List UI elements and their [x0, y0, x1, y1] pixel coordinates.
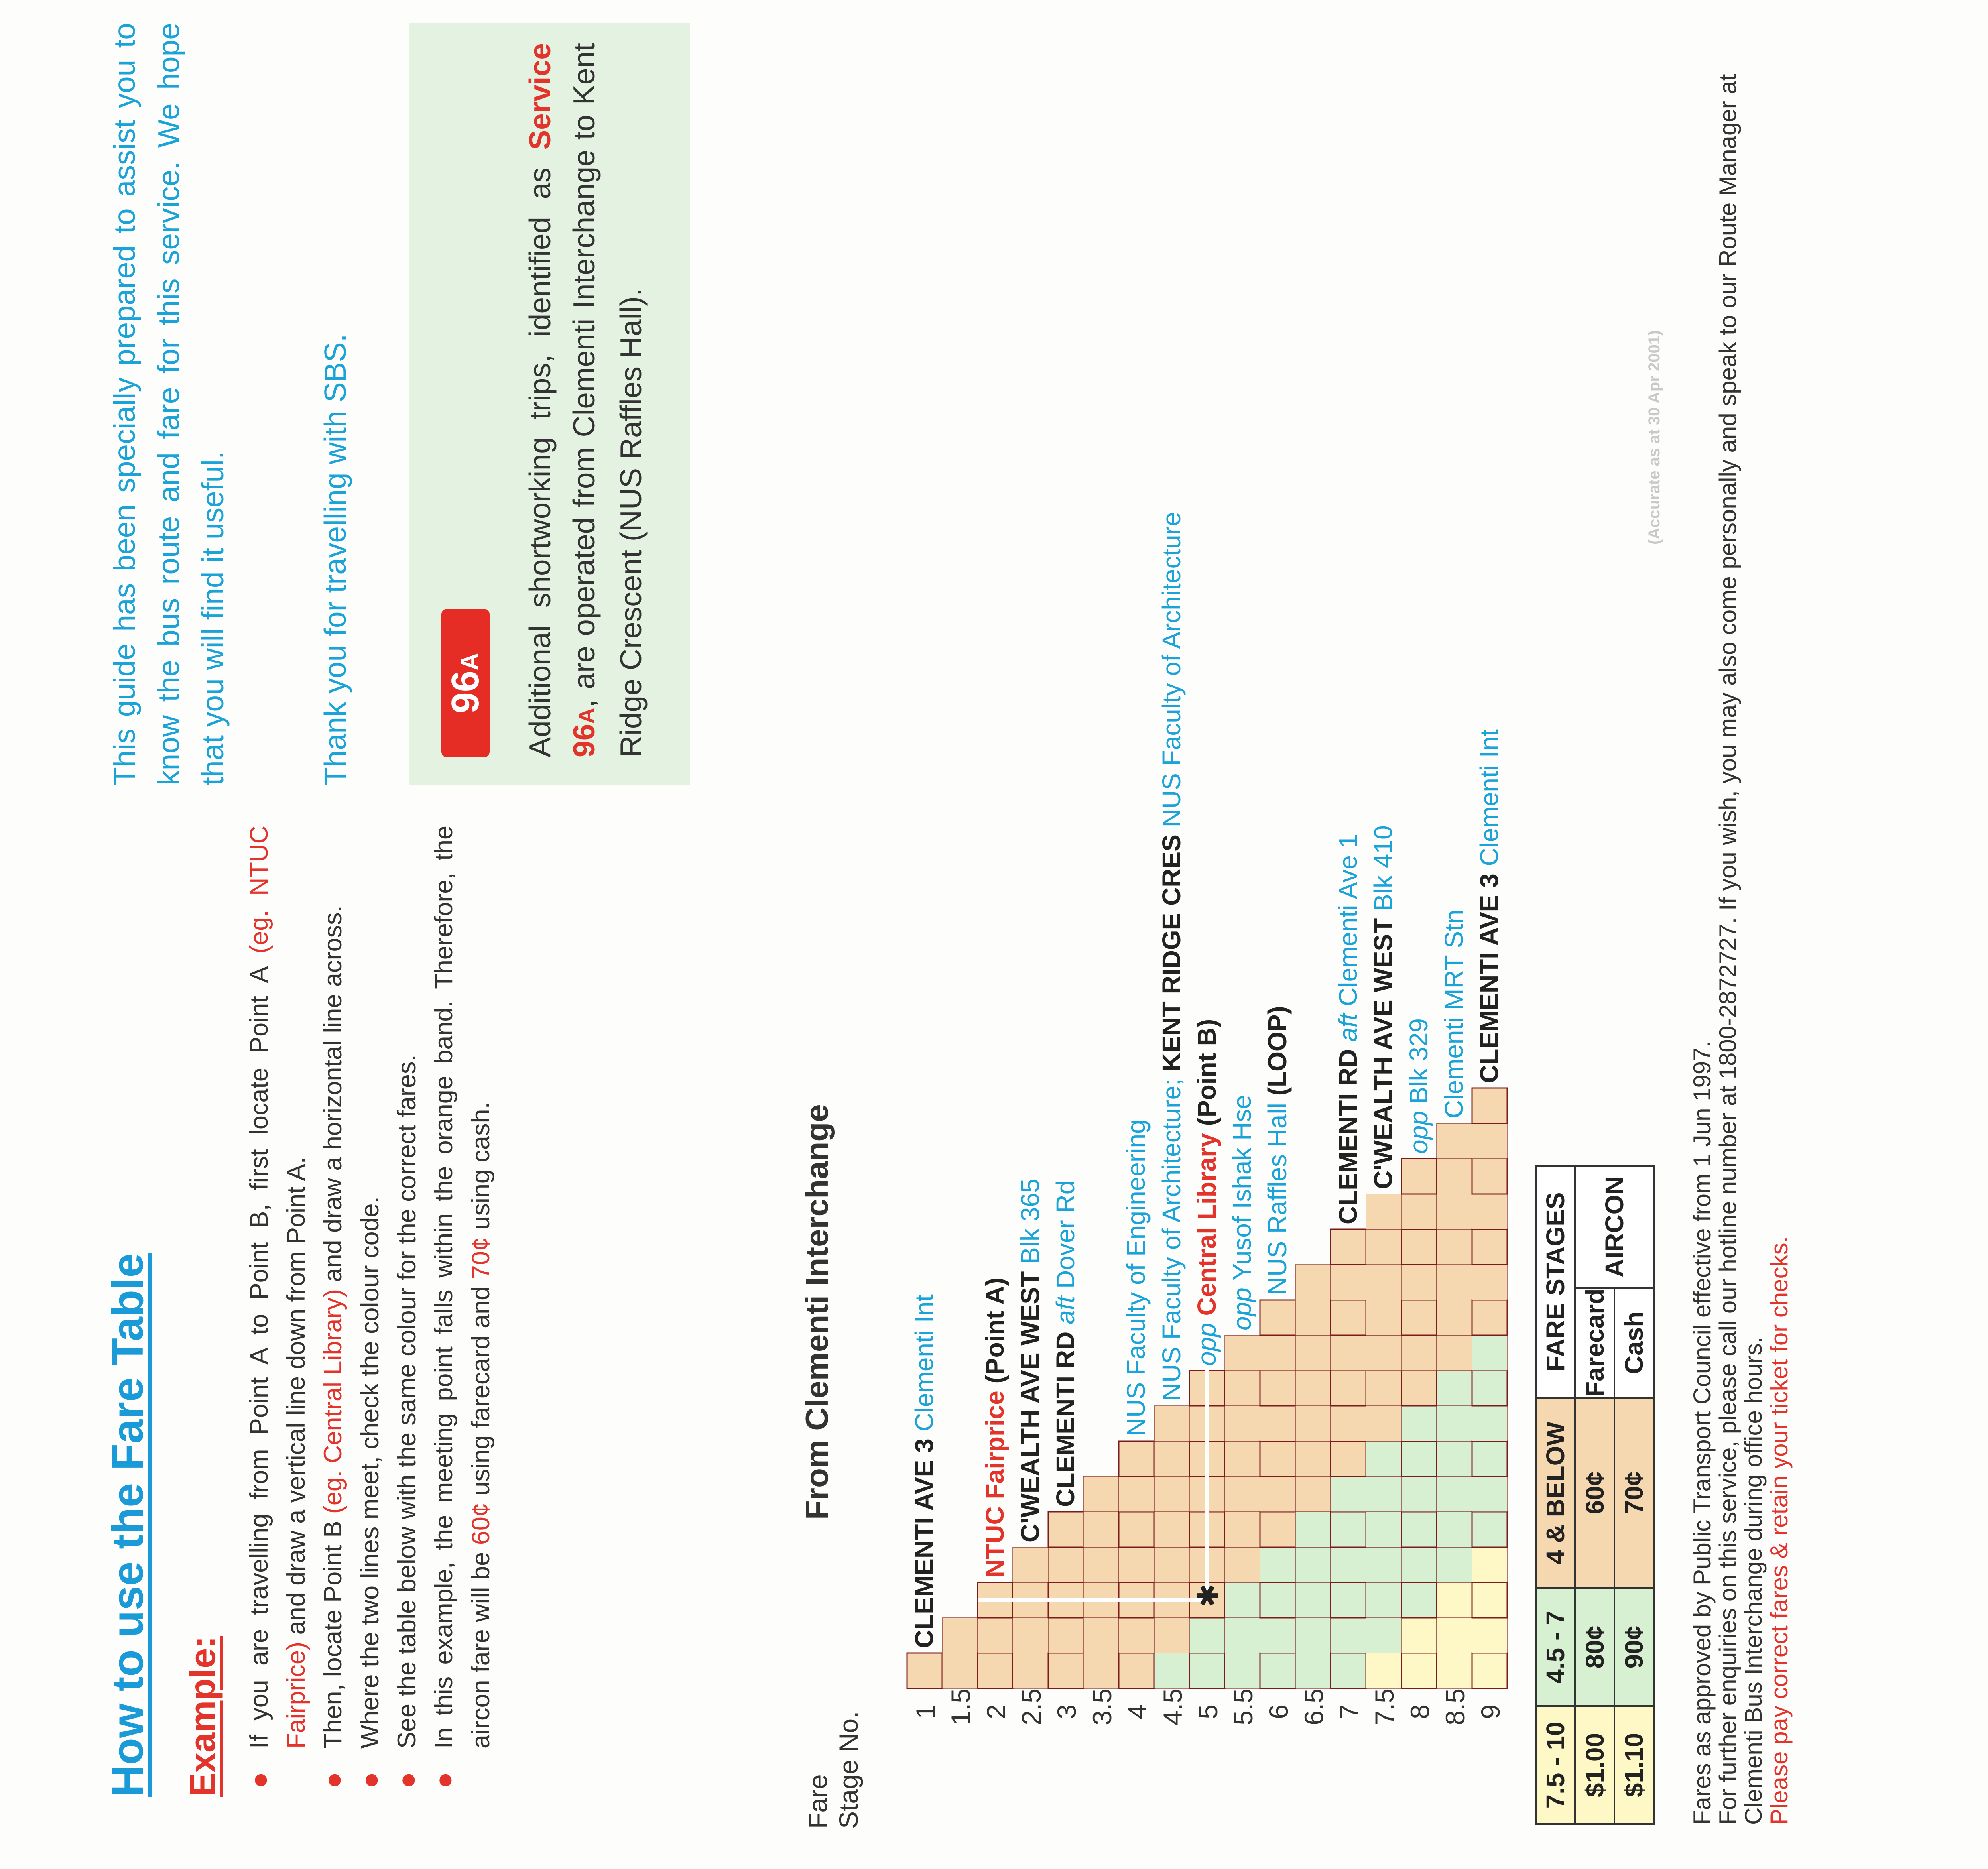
fare-cell [1331, 1335, 1366, 1371]
farecard-low: 60¢ [1575, 1398, 1614, 1588]
bus-stop-label: NUS Raffles Hall (LOOP) [1263, 1006, 1292, 1295]
bus-stop-label: opp Central Library (Point B) [1192, 1019, 1221, 1366]
stage-number: 2 [981, 1704, 1011, 1719]
fare-cell [1366, 1335, 1401, 1371]
fare-cell [1154, 1512, 1189, 1547]
fare-stages-header: FARE STAGES [1536, 1166, 1575, 1398]
fare-cell [1366, 1512, 1401, 1547]
fare-cell [1154, 1618, 1189, 1653]
fare-cell [1225, 1441, 1260, 1476]
fare-cell [1331, 1441, 1366, 1476]
fare-cell [942, 1618, 978, 1653]
fare-cell [978, 1653, 1013, 1688]
fare-cell [1472, 1441, 1507, 1476]
cash-low: 70¢ [1614, 1398, 1654, 1588]
fare-cell [1437, 1300, 1472, 1335]
fare-cell [1437, 1476, 1472, 1512]
stage-number: 7.5 [1370, 1688, 1399, 1725]
fare-cell [1331, 1265, 1366, 1300]
fare-cell [1048, 1618, 1083, 1653]
fare-cell [1295, 1547, 1331, 1582]
fare-cell [1225, 1476, 1260, 1512]
correct-fare-note: Please pay correct fares & retain your ticket for checks. [1766, 1236, 1793, 1825]
thanks-text: Thank you for travelling with SBS. [318, 334, 352, 785]
step-item: ● If you are travelling from Point A to Point B, first locate Point A (eg. NTUC Fairprice) and draw a vertical line down from Point A. [241, 826, 315, 1797]
fare-cell [1401, 1300, 1437, 1335]
fare-cell [1472, 1300, 1507, 1335]
fare-cell [1366, 1618, 1401, 1653]
bullet-icon: ● [317, 1771, 349, 1789]
step-item: ● Then, locate Point B (eg. Central Library) and draw a horizontal line across. [315, 826, 352, 1797]
fare-cell [942, 1653, 978, 1688]
cash-high: $1.10 [1614, 1706, 1654, 1824]
fare-cell [1295, 1265, 1331, 1300]
fare-cell [907, 1653, 942, 1688]
farecard-high: $1.00 [1575, 1706, 1614, 1824]
fare-cell [1260, 1653, 1295, 1688]
stage-number: 4.5 [1158, 1688, 1187, 1725]
fare-cell [1437, 1335, 1472, 1371]
fare-cell [1048, 1653, 1083, 1688]
fare-cell [1437, 1194, 1472, 1229]
bus-stop-label: CLEMENTI RD aft Dover Rd [1051, 1180, 1080, 1507]
fare-cell [1083, 1512, 1119, 1547]
example-steps [241, 826, 499, 1797]
fare-cell [1225, 1335, 1260, 1371]
fare-cell [1472, 1582, 1507, 1618]
stage-number: 2.5 [1016, 1688, 1046, 1725]
fare-cell [1295, 1512, 1331, 1547]
fare-cell [1437, 1123, 1472, 1159]
fare-cell [1260, 1335, 1295, 1371]
fare-cell [1225, 1406, 1260, 1441]
fare-cell [1472, 1547, 1507, 1582]
enquiry-note: For further enquiries on this service, please call our hotline number at 1800-2872727. If you wish, you may also come personally and speak to our Route Manager at Clementi Bus Interchange during office hours. [1714, 74, 1767, 1825]
fare-cell [1083, 1618, 1119, 1653]
fare-cell [1401, 1653, 1437, 1688]
fare-cell [1437, 1159, 1472, 1194]
fare-cell [1366, 1194, 1401, 1229]
fare-cell [1260, 1547, 1295, 1582]
fare-cell [1331, 1300, 1366, 1335]
fare-cell [1331, 1229, 1366, 1265]
fare-cell [1472, 1229, 1507, 1265]
stage-number: 3 [1052, 1704, 1081, 1719]
fare-cell [1331, 1476, 1366, 1512]
fare-cell [1331, 1653, 1366, 1688]
fare-cell [1366, 1547, 1401, 1582]
fare-cell [1437, 1618, 1472, 1653]
stage-number: 5 [1193, 1704, 1223, 1719]
fare-cell [1437, 1582, 1472, 1618]
fare-cell [1472, 1476, 1507, 1512]
stage-number: 6 [1264, 1704, 1293, 1719]
bullet-icon: ● [391, 1771, 423, 1789]
stage-number: 8 [1405, 1704, 1435, 1719]
page-title: How to use the Fare Table [103, 1253, 152, 1797]
fare-cell [1119, 1441, 1154, 1476]
fare-cell [1331, 1582, 1366, 1618]
fare-cell [1401, 1582, 1437, 1618]
fare-cell [1083, 1547, 1119, 1582]
fare-cell [1472, 1159, 1507, 1194]
bus-stop-label: opp Yusof Ishak Hse [1228, 1094, 1256, 1330]
from-heading: From Clementi Interchange [799, 1104, 835, 1520]
fare-cell [1366, 1300, 1401, 1335]
meeting-point-icon: ✱ [1191, 1584, 1224, 1607]
cash-mid: 90¢ [1614, 1588, 1654, 1706]
step-item: ● Where the two lines meet, check the colour code. [352, 826, 388, 1797]
band-mid: 4.5 - 7 [1536, 1588, 1575, 1706]
fare-cell [1401, 1512, 1437, 1547]
fare-stages-table [1535, 1165, 1655, 1825]
stage-number: 1 [911, 1704, 940, 1719]
fare-cell [1260, 1618, 1295, 1653]
fare-stage-heading: Fare Stage No. [803, 1711, 863, 1829]
stage-number: 1.5 [946, 1688, 976, 1725]
stage-number: 4 [1122, 1704, 1152, 1719]
fare-cell [1013, 1618, 1048, 1653]
fare-cell [1154, 1476, 1189, 1512]
fare-cell [1472, 1406, 1507, 1441]
fare-cell [1472, 1335, 1507, 1371]
fare-cell [1472, 1265, 1507, 1300]
fare-cell [1260, 1512, 1295, 1547]
bullet-icon: ● [354, 1771, 386, 1789]
fare-cell [1472, 1653, 1507, 1688]
fare-cell [1366, 1476, 1401, 1512]
bus-stop-label: opp Blk 329 [1404, 1018, 1433, 1154]
aircon-label: AIRCON [1575, 1166, 1654, 1288]
step-item: ● See the table below with the same colour for the correct fares. [388, 826, 425, 1797]
farecard-label: Farecard [1575, 1288, 1614, 1398]
fare-cell [1260, 1371, 1295, 1406]
accurate-date: (Accurate as at 30 Apr 2001) [1645, 330, 1663, 545]
fare-cell [978, 1618, 1013, 1653]
fare-cell [1366, 1406, 1401, 1441]
stage-number: 8.5 [1440, 1688, 1470, 1725]
cash-label: Cash [1614, 1288, 1654, 1398]
fare-cell [1366, 1371, 1401, 1406]
bus-stop-label: NUS Faculty of Architecture; KENT RIDGE CRES NUS Faculty of Architecture [1157, 512, 1186, 1401]
fare-cell [1437, 1547, 1472, 1582]
fare-cell [1401, 1159, 1437, 1194]
fare-cell [1401, 1371, 1437, 1406]
fare-cell [1083, 1653, 1119, 1688]
band-high: 7.5 - 10 [1536, 1706, 1575, 1824]
fare-cell [1260, 1441, 1295, 1476]
fare-cell [1472, 1123, 1507, 1159]
fare-cell [1048, 1512, 1083, 1547]
fare-cell [1295, 1476, 1331, 1512]
bus-stop-label: NTUC Fairprice (Point A) [980, 1277, 1009, 1578]
fare-cell [1154, 1547, 1189, 1582]
fare-cell [1401, 1194, 1437, 1229]
fare-cell [1401, 1406, 1437, 1441]
fare-cell [1331, 1406, 1366, 1441]
fare-cell [1401, 1441, 1437, 1476]
bus-stop-label: C'WEALTH AVE WEST Blk 410 [1369, 825, 1398, 1189]
stage-number: 7 [1334, 1704, 1364, 1719]
fare-cell [1225, 1512, 1260, 1547]
fare-cell [1437, 1229, 1472, 1265]
fare-cell [1472, 1194, 1507, 1229]
fare-cell [1472, 1618, 1507, 1653]
fare-cell [1119, 1618, 1154, 1653]
bus-stop-label: NUS Faculty of Engineering [1122, 1119, 1151, 1436]
fare-cell [1331, 1512, 1366, 1547]
fare-cell [1295, 1441, 1331, 1476]
fare-cell [1472, 1371, 1507, 1406]
fare-cell [1437, 1441, 1472, 1476]
bullet-icon: ● [244, 1771, 275, 1789]
fare-cell [1437, 1371, 1472, 1406]
bus-stop-label: C'WEALTH AVE WEST Blk 365 [1016, 1178, 1045, 1542]
fare-cell [1119, 1653, 1154, 1688]
fare-cell [1366, 1441, 1401, 1476]
stage-number: 9 [1476, 1704, 1505, 1719]
fare-cell [1366, 1653, 1401, 1688]
fare-cell [1472, 1088, 1507, 1123]
fare-cell [1331, 1371, 1366, 1406]
bus-stop-label: Clementi MRT Stn [1439, 909, 1468, 1119]
fare-cell [1119, 1512, 1154, 1547]
fare-cell [1401, 1229, 1437, 1265]
fare-cell [1048, 1547, 1083, 1582]
fare-cell [1260, 1406, 1295, 1441]
fare-cell [1437, 1512, 1472, 1547]
footnotes [1689, 59, 1792, 1825]
fare-cell [1331, 1547, 1366, 1582]
fare-cell [1225, 1547, 1260, 1582]
fare-cell [1189, 1618, 1225, 1653]
fare-cell [1401, 1618, 1437, 1653]
fare-cell [1225, 1653, 1260, 1688]
bus-stop-label: CLEMENTI AVE 3 Clementi Int [1475, 729, 1504, 1083]
fare-cell [1366, 1265, 1401, 1300]
fare-cell [1401, 1265, 1437, 1300]
fare-cell [1295, 1406, 1331, 1441]
fare-cell [1225, 1582, 1260, 1618]
fare-cell [1119, 1476, 1154, 1512]
fare-cell [1437, 1406, 1472, 1441]
fare-cell [1366, 1229, 1401, 1265]
fare-cell [1225, 1618, 1260, 1653]
fare-cell [1225, 1371, 1260, 1406]
fare-cell [1401, 1547, 1437, 1582]
fare-cell [1295, 1582, 1331, 1618]
fare-cell [1189, 1653, 1225, 1688]
fare-cell [1366, 1582, 1401, 1618]
example-title: Example: [183, 1636, 223, 1797]
stage-number: 3.5 [1087, 1688, 1117, 1725]
stage-number: 6.5 [1299, 1688, 1329, 1725]
fare-cell [1295, 1335, 1331, 1371]
band-low: 4 & BELOW [1536, 1398, 1575, 1588]
fare-cell [1401, 1335, 1437, 1371]
fare-cell [1295, 1300, 1331, 1335]
intro-text: This guide has been specially prepared to assist you to know the bus route and fare for this service. We hope that you will find it useful. [108, 23, 230, 785]
fare-cell [1013, 1547, 1048, 1582]
fare-cell [1013, 1653, 1048, 1688]
fare-cell [1154, 1406, 1189, 1441]
approval-note: Fares as approved by Public Transport Council effective from 1 Jun 1997. [1689, 1041, 1716, 1825]
farecard-mid: 80¢ [1575, 1588, 1614, 1706]
shortworking-text: Additional shortworking trips, identified as Service 96A, are operated from Clementi Interchange to Kent Ridge Crescent (NUS Raffles Hall). [523, 43, 648, 757]
fare-cell [1437, 1653, 1472, 1688]
fare-cell [1437, 1265, 1472, 1300]
fare-cell [1331, 1618, 1366, 1653]
fare-cell [1119, 1547, 1154, 1582]
step-item: ● In this example, the meeting point falls within the orange band. Therefore, the aircon fare will be 60¢ using farecard and 70¢ using cash. [425, 826, 499, 1797]
fare-cell [1154, 1653, 1189, 1688]
fare-cell [1260, 1476, 1295, 1512]
fare-cell [1260, 1300, 1295, 1335]
bullet-icon: ● [428, 1771, 459, 1789]
fare-cell [1401, 1476, 1437, 1512]
bus-stop-label: CLEMENTI AVE 3 Clementi Int [910, 1294, 939, 1648]
stage-number: 5.5 [1228, 1688, 1258, 1725]
fare-cell [1083, 1476, 1119, 1512]
fare-cell [1154, 1441, 1189, 1476]
bus-stop-label: CLEMENTI RD aft Clementi Ave 1 [1333, 834, 1362, 1224]
fare-cell [1295, 1653, 1331, 1688]
fare-cell [1472, 1512, 1507, 1547]
service-96a-badge: 96A [441, 609, 490, 757]
fare-cell [1260, 1582, 1295, 1618]
fare-cell [1295, 1618, 1331, 1653]
fare-cell [1295, 1371, 1331, 1406]
